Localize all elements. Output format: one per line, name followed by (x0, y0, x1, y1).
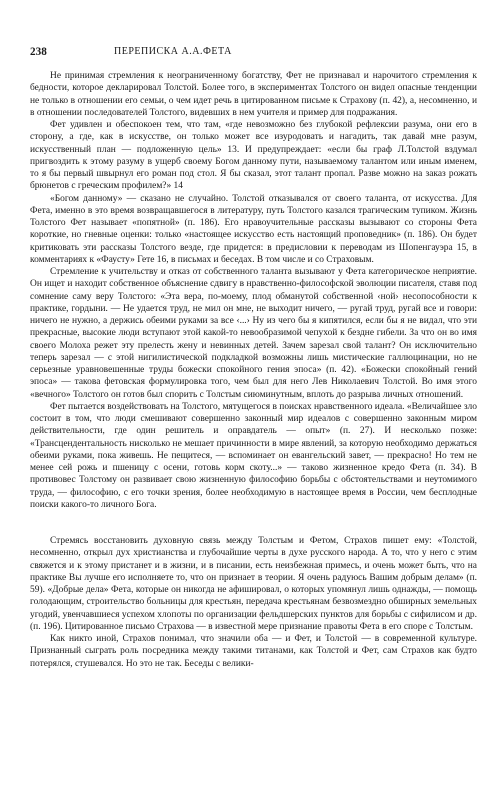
paragraph-4: Стремление к учительству и отказ от собственного таланта вызывают у Фета категорическое неприятие. Он ищет и находит собственное объяснение сдвигу в нравственно-философской эволюции писателя, ставя под сомнение саму веру Толстого: «Эта вера, по-моему, плод обманутой собственной ‹ной› несопособности к практике, гордыни. — Не удается труд, не мил он мне, не выходит ничего, — ругай труд, ругай все и говори: ничего не нужно, а держись обеими руками за все ‹...› Ну из чего бы я кипятился, если бы я не видал, что эти прекрасные, высокие люди вступают этой какой-то невообразимой чепухой к бездне гибели. За что он во имя своего Молоха режет эту прелесть жену и невинных детей. Зачем зарезал свой талант? Он исключительно теперь зарезал — с этой нигилистической подкладкой возможны лишь мистические галлюцинации, но не серьезные уравновешенные труды божески спокойного гения эпоса» (п. 42). «Божески спокойный гений эпоса» — такова фетовская формулировка того, чем был для него Лев Николаевич Толстой. Во имя этого «вечного» Толстого он готов был спорить с Толстым сиюминутным, вплоть до разрыва личных отношений. (30, 267, 477, 400)
paragraph-2: Фет удивлен и обеспокоен тем, что там, «где невозможно без глубокой рефлексии разума, они его в сторону, а где, как в искусстве, он только может все изуродовать и нагадить, так давай мне разум, искусственный план — подложенную цель» 13. И предупреждает: «если бы граф Л.Толстой вздумал пригвоздить к этому разуму в ущерб своему Богом данному пути, называемому талантом или иным именем, то я бы первый швырнул его роман под стол. Я бы сказал, этот талант пропал. Разве можно на заказ рожать брюнетов с греческим профилем?» 14 (30, 120, 477, 192)
page-header (30, 44, 473, 60)
paragraph-6: Стремясь восстановить духовную связь между Толстым и Фетом, Страхов пишет ему: «Толстой, несомненно, открыл дух христианства и глубочайшие черты в духе русского народа. А то, что у него с этим свяжется и к этому пристанет и в жизни, и в писании, есть неизбежная примесь, и очень может быть, что на практике Вы лучше его исполняете то, что он признает в теории. Я очень радуюсь Вашим добрым делам» (п. 59). «Добрые дела» Фета, которые он никогда не афишировал, о которых упомянул лишь однажды, — помощь голодающим, строительство больницы для крестьян, передача крестьянам безвозмездно обширных земельных угодий, увенчавшиеся успехом хлопоты по организации фельдшерских пунктов для борьбы с сифилисом и др. (п. 196). Цитированное письмо Страхова — в известной мере признание правоты Фета в его споре с Толстым. (30, 536, 477, 632)
paragraph-5: Фет пытается воздействовать на Толстого, мятущегося в поисках нравственного идеала. «Величайшее зло состоит в том, что люди смешивают совершенно законный мир идеалов с совершенно законным миром действительности, где один решитель и оправдатель — опыт» (п. 27). И несколько позже: «Трансцендентальность нисколько не мешает причинности в мире явлений, за которую необходимо держаться обеими руками, пока живешь. Не пещитеся, — вспоминает он евангельский завет, — прекрасно! Но тем не менее сей рожь и пшеницу с осени, готовь корм скоту...» — таково жизненное кредо Фета (п. 34). В противовес Толстому он развивает свою жизненную философию борьбы с обстоятельствами и неутомимого труда, — философию, с его точки зрения, более необходимую в настоящее время в России, чем бесплодные поиски какого-то личного Бога. (30, 401, 477, 510)
page-number: 238 (30, 46, 47, 58)
running-head: ПЕРЕПИСКА А.А.ФЕТА (114, 46, 232, 57)
paragraph-3: «Богом данному» — сказано не случайно. Толстой отказывался от своего таланта, от искусства. Для Фета, именно в это время возвращавшегося в литературу, путь Толстого казался трагическим тупиком. Жизнь Толстого Фет называет «попятной» (п. 186). Его нравоучительные рассказы вызывают со стороны Фета короткие, но гневные оценки: только «настоящее искусство есть настоящий проповедник» (п. 186). Он будет критиковать эти рассказы Толстого везде, где придется: в предисловии к переводам из Шопенгауэра 15, в комментариях к «Фаусту» Гете 16, в письмах и беседах. В том числе и со Страховым. (30, 193, 477, 265)
paragraph-1: Не принимая стремления к неограниченному богатству, Фет не признавал и нарочитого стремления к бедности, которое декларировал Толстой. Более того, в экспериментах Толстого он видел опасные тенденции не только в отношении его семьи, о чем идет речь в цитированном письме к Страхову (п. 42), а, несомненно, и в отношении последователей Толстого, видевших в нем учителя и пример для подражания. (30, 71, 477, 118)
paragraph-7: Как никто иной, Страхов понимал, что значили оба — и Фет, и Толстой — в современной культуре. Признанный сыграть роль посредника между такими титанами, как Толстой и Фет, сам Страхов как будто потерялся, стушевался. Но это не так. Беседы с велики- (30, 634, 477, 669)
body-text (30, 70, 477, 670)
